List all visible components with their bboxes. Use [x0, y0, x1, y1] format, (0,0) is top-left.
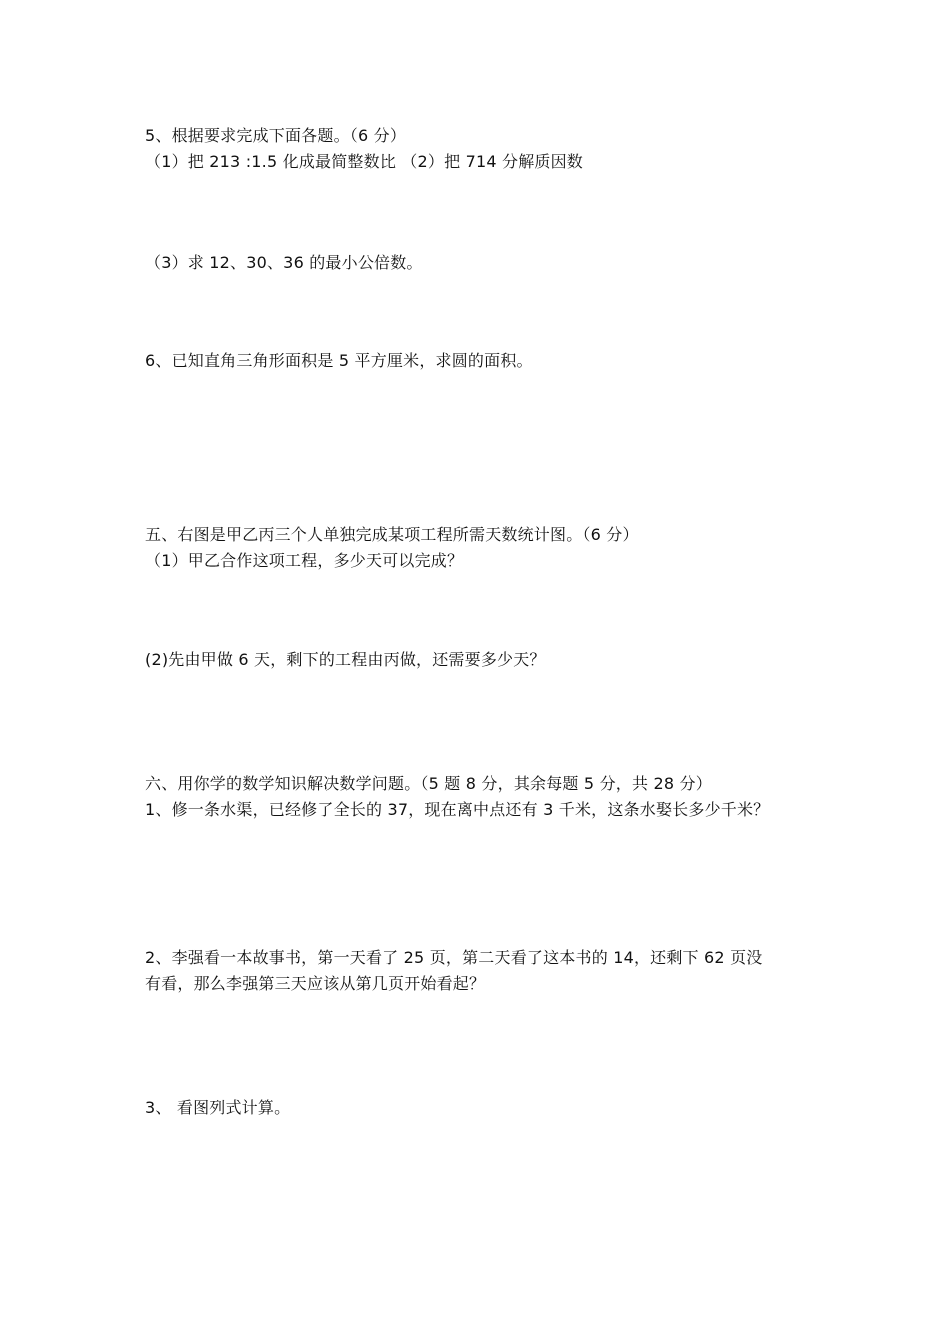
question-6: 6、已知直角三角形面积是 5 平方厘米，求圆的面积。 [145, 351, 533, 370]
section-5-heading: 五、右图是甲乙丙三个人单独完成某项工程所需天数统计图。（6 分） [145, 525, 639, 544]
question-5-heading: 5、根据要求完成下面各题。（6 分） [145, 126, 407, 145]
section-6-heading: 六、用你学的数学知识解决数学问题。（5 题 8 分，其余每题 5 分，共 28 分） [145, 774, 712, 793]
section-6-problem-2-line-2: 有看，那么李强第三天应该从第几页开始看起？ [145, 974, 486, 993]
section-6-problem-1: 1、修一条水渠，已经修了全长的 37，现在离中点还有 3 千米，这条水娶长多少千米？ [145, 800, 770, 819]
section-6-problem-2-line-1: 2、李强看一本故事书，第一天看了 25 页，第二天看了这本书的 14，还剩下 62 页没 [145, 948, 763, 967]
section-5-part-1: （1）甲乙合作这项工程，多少天可以完成？ [145, 551, 464, 570]
section-5-part-2: (2)先由甲做 6 天，剩下的工程由丙做，还需要多少天？ [145, 650, 546, 669]
section-6-problem-3: 3、 看图列式计算。 [145, 1098, 291, 1117]
question-5-part-3: （3）求 12、30、36 的最小公倍数。 [145, 253, 423, 272]
question-5-parts-1-2: （1）把 213 :1.5 化成最简整数比 （2）把 714 分解质因数 [145, 152, 583, 171]
